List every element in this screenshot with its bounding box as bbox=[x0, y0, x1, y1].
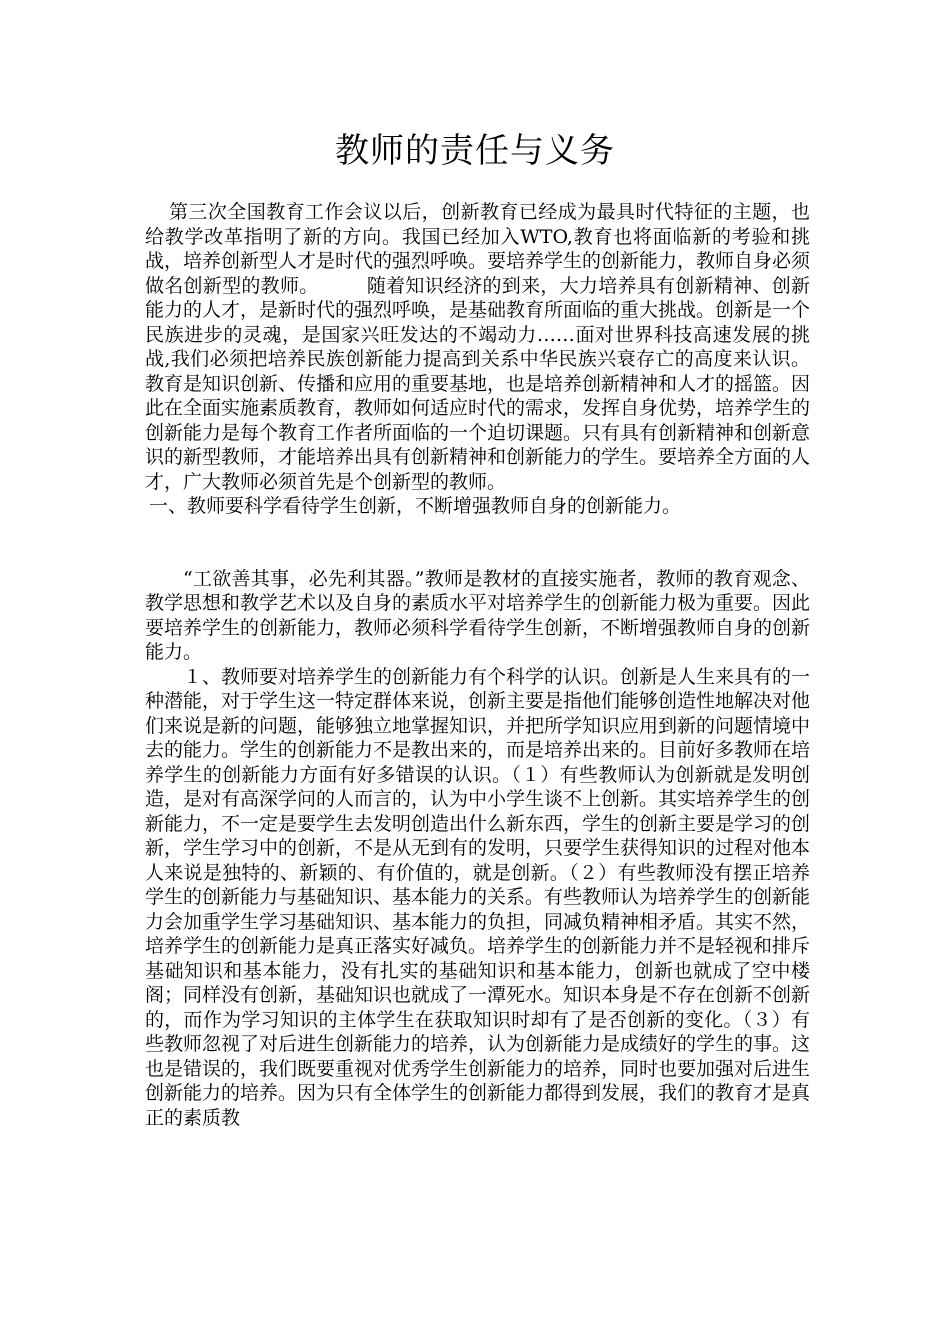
document-body bbox=[145, 200, 810, 1130]
intro-paragraph: 第三次全国教育工作会议以后，创新教育已经成为最具时代特征的主题，也给教学改革指明了新的方向。我国已经加入WTO,教育也将面临新的考验和挑战，培养创新型人才是时代的强烈呼唤。要培养学生的创新能力，教师自身必须做名创新型的教师。 随着知识经济的到来，大力培养具有创新精神、创新能力的人才，是新时代的强烈呼唤，是基础教育所面临的重大挑战。创新是一个民族进步的灵魂，是国家兴旺发达的不竭动力……面对世界科技高速发展的挑战,我们必须把培养民族创新能力提高到关系中华民族兴衰存亡的高度来认识。教育是知识创新、传播和应用的重要基地，也是培养创新精神和人才的摇篮。因此在全面实施素质教育，教师如何适应时代的需求，发挥自身优势，培养学生的创新能力是每个教育工作者所面临的一个迫切课题。只有具有创新精神和创新意识的新型教师，才能培养出具有创新精神和创新能力的学生。要培养全方面的人才，广大教师必须首先是个创新型的教师。 bbox=[145, 201, 811, 493]
section-heading: 一、教师要科学看待学生创新，不断增强教师自身的创新能力。 bbox=[149, 495, 682, 517]
section-paragraph: “工欲善其事，必先利其器。”教师是教材的直接实施者，教师的教育观念、教学思想和教学艺术以及自身的素质水平对培养学生的创新能力极为重要。因此要培养学生的创新能力，教师必须科学看待学生创新，不断增强教师自身的创新能力。 bbox=[145, 567, 811, 663]
paragraph-spacer bbox=[145, 519, 810, 567]
subsection-paragraph: １、教师要对培养学生的创新能力有个科学的认识。创新是人生来具有的一种潜能，对于学生这一特定群体来说，创新主要是指他们能够创造性地解决对他们来说是新的问题，能够独立地掌握知识，并把所学知识应用到新的问题情境中去的能力。学生的创新能力不是教出来的，而是培养出来的。目前好多教师在培养学生的创新能力方面有好多错误的认识。（１）有些教师认为创新就是发明创造，是对有高深学问的人而言的，认为中小学生谈不上创新。其实培养学生的创新能力，不一定是要学生去发明创造出什么新东西，学生的创新主要是学习的创新，学生学习中的创新，不是从无到有的发明，只要学生获得知识的过程对他本人来说是独特的、新颖的、有价值的，就是创新。（２）有些教师没有摆正培养学生的创新能力与基础知识、基本能力的关系。有些教师认为培养学生的创新能力会加重学生学习基础知识、基本能力的负担，同减负精神相矛盾。其实不然，培养学生的创新能力是真正落实好减负。培养学生的创新能力并不是轻视和排斥基础知识和基本能力，没有扎实的基础知识和基本能力，创新也就成了空中楼阁；同样没有创新，基础知识也就成了一潭死水。知识本身是不存在创新不创新的，而作为学习知识的主体学生在获取知识时却有了是否创新的变化。（３）有些教师忽视了对后进生创新能力的培养，认为创新能力是成绩好的学生的事。这也是错误的，我们既要重视对优秀学生创新能力的培养，同时也要加强对后进生创新能力的培养。因为只有全体学生的创新能力都得到发展，我们的教育才是真正的素质教 bbox=[145, 665, 811, 1129]
document-title: 教师的责任与义务 bbox=[335, 131, 615, 171]
